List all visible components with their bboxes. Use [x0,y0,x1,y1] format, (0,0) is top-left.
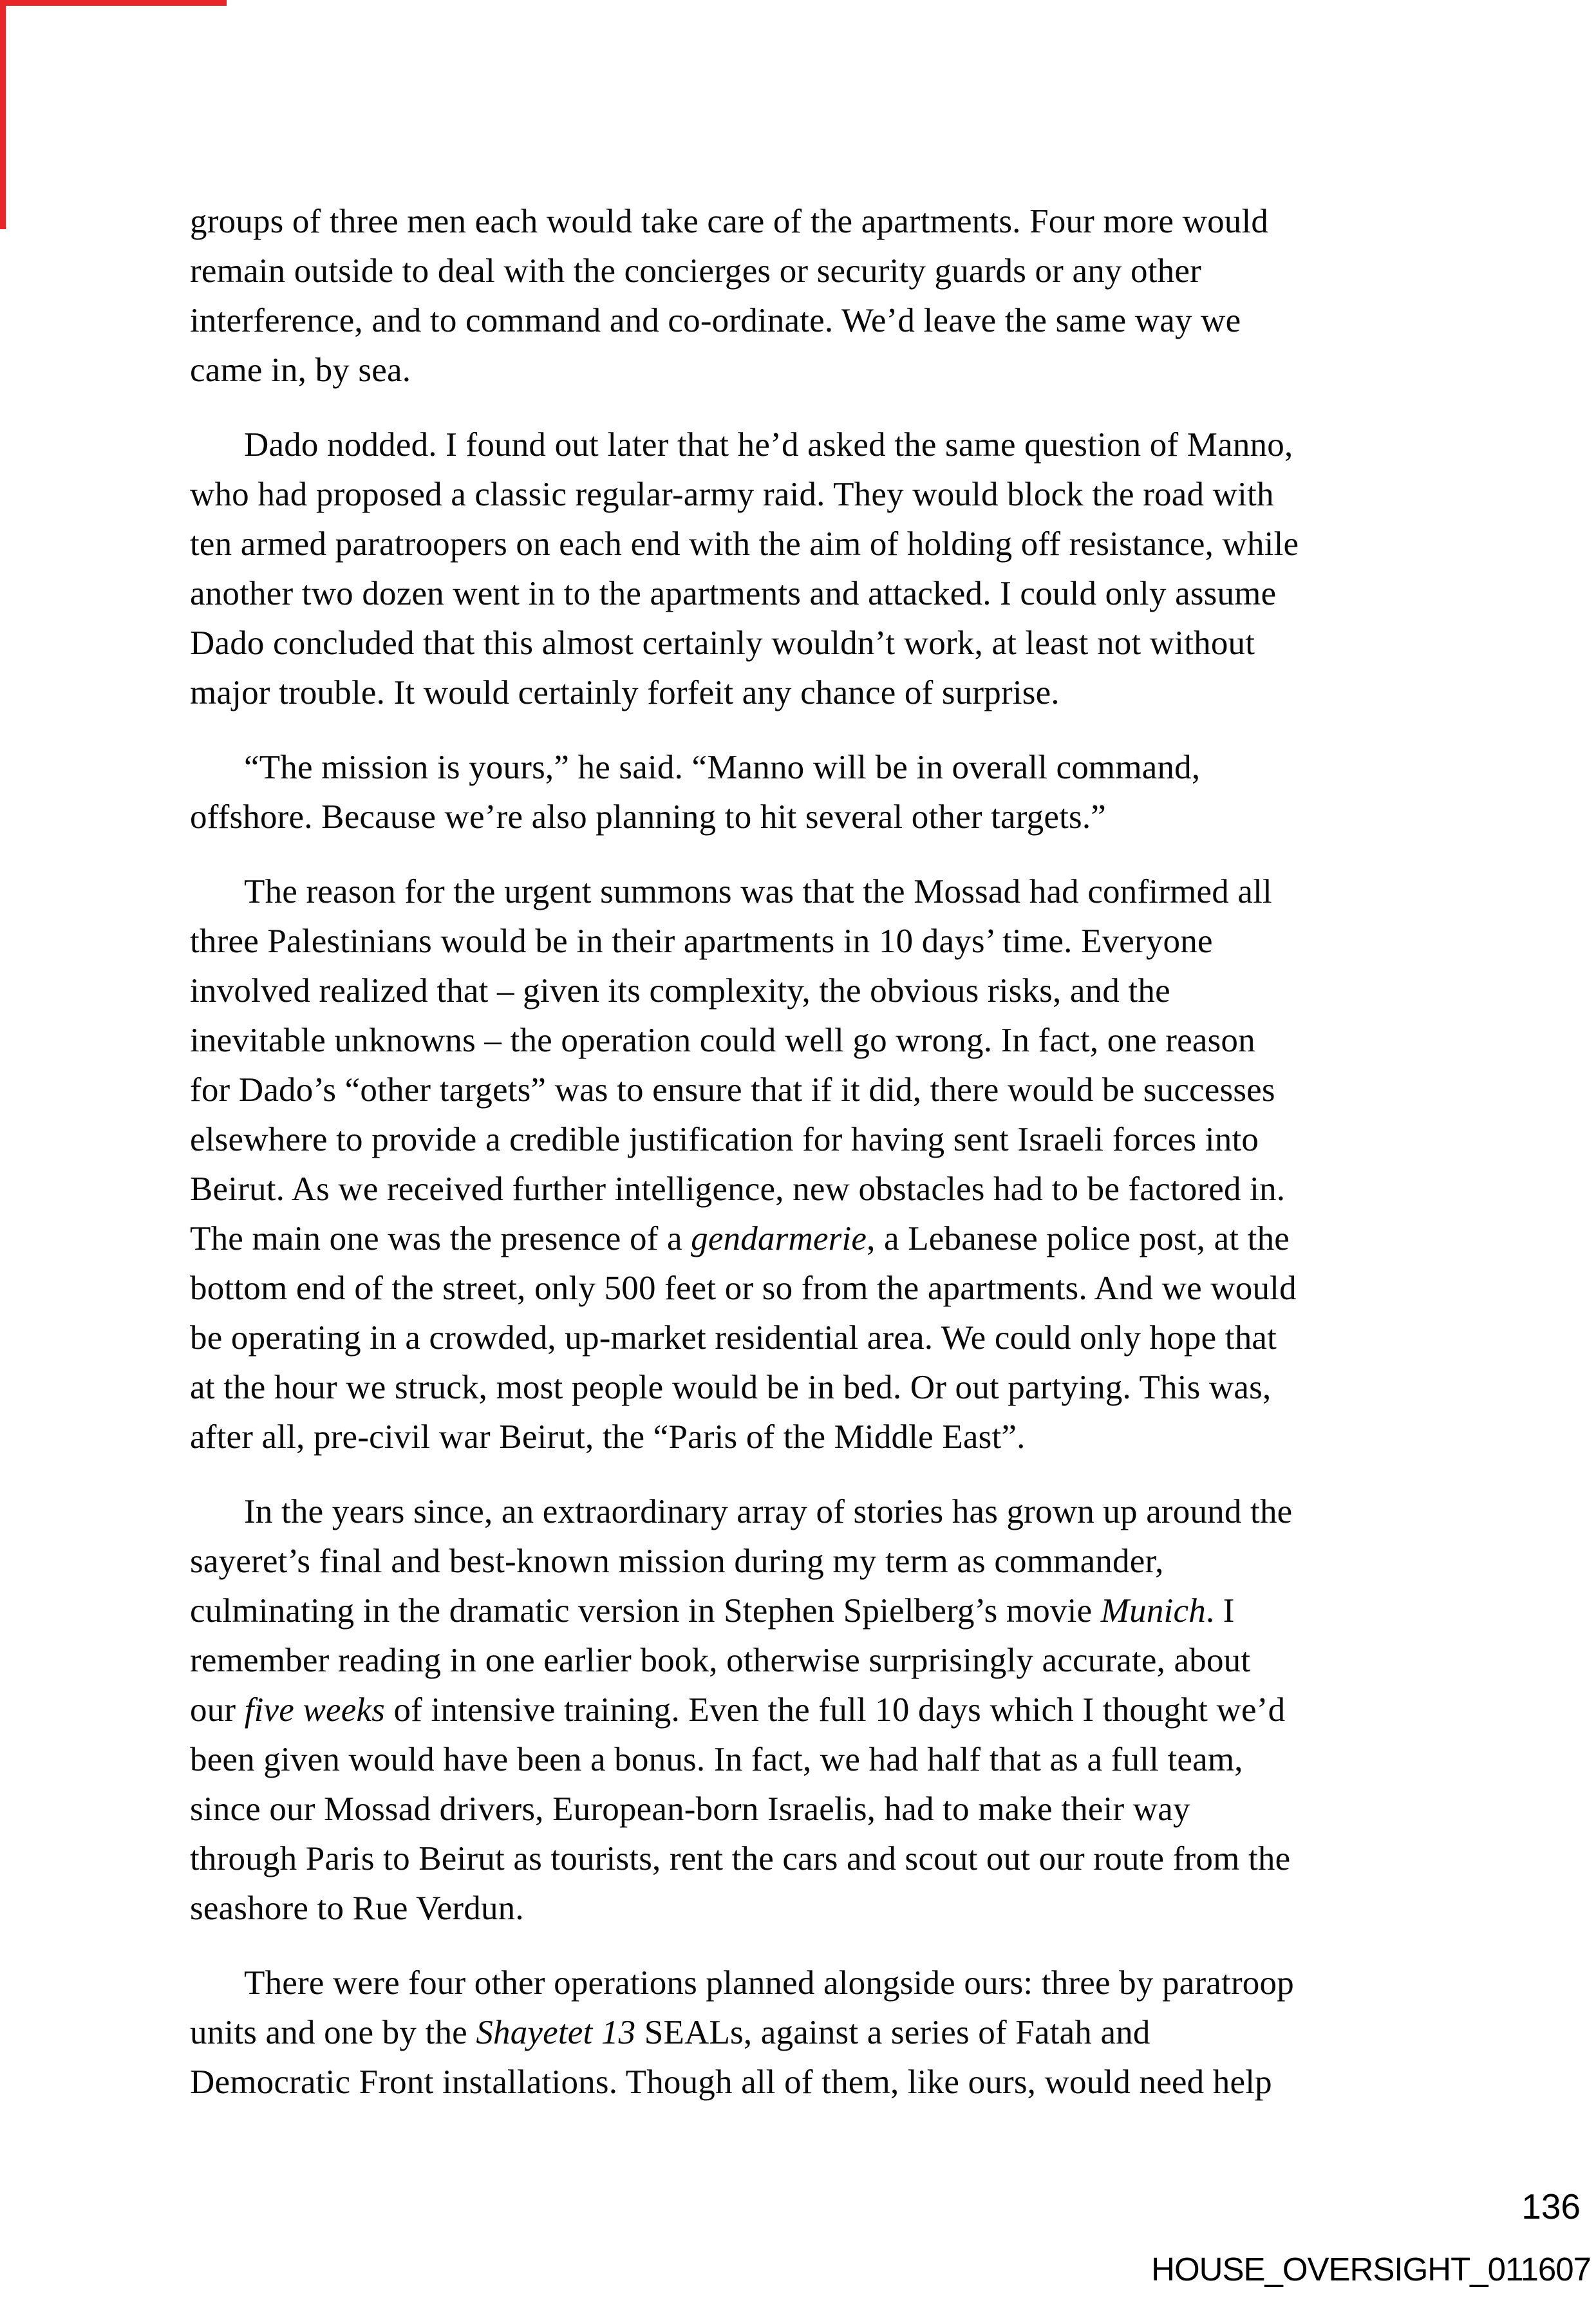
paragraph [190,743,1452,842]
scan-mark-left-icon [0,0,6,229]
text-line [190,346,1452,395]
paragraph [190,197,1452,395]
text-line [190,1363,1452,1413]
text-segment: culminating in the dramatic version in Stephen Spielberg’s movie [190,1592,1101,1630]
text-segment: interference, and to command and co-ordinate. We’d leave the same way we [190,302,1241,339]
text-segment: of intensive training. Even the full 10 days which I thought we’d [385,1691,1286,1729]
text-segment: Democratic Front installations. Though all of them, like ours, would need help [190,2063,1272,2101]
text-line [190,1959,1452,2008]
text-line [190,470,1452,520]
paragraph [190,1487,1452,1933]
text-line [190,1686,1452,1735]
text-segment: remain outside to deal with the concierges or security guards or any other [190,252,1201,290]
text-segment: bottom end of the street, only 500 feet or so from the apartments. And we would [190,1270,1297,1307]
text-segment: groups of three men each would take care of the apartments. Four more would [190,203,1269,240]
text-line [190,1066,1452,1115]
text-line [190,1636,1452,1686]
text-segment: for Dado’s “other targets” was to ensure that if it did, there would be successes [190,1071,1275,1109]
paragraph [190,420,1452,718]
text-line [190,1115,1452,1165]
text-line [190,1313,1452,1363]
text-line [190,1834,1452,1884]
text-segment: , a Lebanese police post, at the [867,1220,1290,1257]
text-segment: our [190,1691,245,1729]
text-line [190,1016,1452,1066]
text-segment: seashore to Rue Verdun. [190,1890,524,1927]
text-line [190,1413,1452,1462]
text-segment: In the years since, an extraordinary array of stories has grown up around the [244,1493,1293,1530]
text-segment: remember reading in one earlier book, otherwise surprisingly accurate, about [190,1642,1251,1679]
text-segment: since our Mossad drivers, European-born Israelis, had to make their way [190,1791,1190,1828]
text-segment: major trouble. It would certainly forfeit any chance of surprise. [190,674,1060,711]
paragraph [190,1959,1452,2107]
italic-text: Munich [1100,1592,1206,1630]
text-segment: another two dozen went in to the apartments and attacked. I could only assume [190,575,1277,612]
text-segment: elsewhere to provide a credible justification for having sent Israeli forces into [190,1121,1259,1158]
text-line [190,793,1452,842]
text-segment: after all, pre-civil war Beirut, the “Paris of the Middle East”. [190,1418,1026,1456]
text-segment: who had proposed a classic regular-army raid. They would block the road with [190,476,1274,513]
text-line [190,1785,1452,1834]
text-line [190,2058,1452,2107]
text-line [190,569,1452,619]
text-line [190,1537,1452,1586]
text-line [190,619,1452,668]
text-segment: . I [1205,1592,1235,1630]
text-segment: been given would have been a bonus. In fact, we had half that as a full team, [190,1741,1243,1778]
text-line [190,1884,1452,1933]
bates-stamp: HOUSE_OVERSIGHT_011607 [1151,2251,1591,2288]
text-segment: SEALs, against a series of Fatah and [635,2014,1150,2051]
page-text [190,197,1452,2132]
text-segment: came in, by sea. [190,352,411,389]
text-line [190,296,1452,346]
text-line [190,197,1452,247]
text-segment: through Paris to Beirut as tourists, rent the cars and scout out our route from the [190,1840,1291,1877]
text-line [190,2008,1452,2058]
italic-text: Shayetet 13 [476,2014,636,2051]
text-segment: The reason for the urgent summons was that the Mossad had confirmed all [244,873,1272,910]
text-line [190,1586,1452,1636]
text-segment: Beirut. As we received further intelligence, new obstacles had to be factored in. [190,1170,1286,1208]
text-segment: units and one by the [190,2014,476,2051]
text-line [190,966,1452,1016]
text-segment: offshore. Because we’re also planning to hit several other targets.” [190,798,1107,836]
text-segment: sayeret’s final and best-known mission during my term as commander, [190,1543,1164,1580]
text-segment: ten armed paratroopers on each end with the aim of holding off resistance, while [190,525,1299,563]
text-segment: be operating in a crowded, up-market residential area. We could only hope that [190,1319,1277,1357]
text-line [190,1165,1452,1214]
text-segment: Dado nodded. I found out later that he’d asked the same question of Manno, [244,426,1293,464]
text-segment: three Palestinians would be in their apartments in 10 days’ time. Everyone [190,923,1213,960]
text-segment: at the hour we struck, most people would be in bed. Or out partying. This was, [190,1369,1272,1406]
text-line [190,1214,1452,1264]
italic-text: gendarmerie [691,1220,867,1257]
text-segment: The main one was the presence of a [190,1220,691,1257]
text-line [190,1487,1452,1537]
text-segment: involved realized that – given its complexity, the obvious risks, and the [190,972,1170,1010]
text-line [190,420,1452,470]
text-segment: “The mission is yours,” he said. “Manno will be in overall command, [244,749,1201,786]
text-line [190,917,1452,966]
text-line [190,1264,1452,1313]
text-line [190,1735,1452,1785]
page-number: 136 [1521,2186,1581,2226]
text-segment: inevitable unknowns – the operation could well go wrong. In fact, one reason [190,1022,1255,1059]
text-line [190,520,1452,569]
text-line [190,867,1452,917]
scan-mark-top-icon [0,0,227,6]
text-line [190,743,1452,793]
text-segment: There were four other operations planned alongside ours: three by paratroop [244,1964,1294,2002]
text-segment: Dado concluded that this almost certainly wouldn’t work, at least not without [190,625,1255,662]
paragraph [190,867,1452,1462]
text-line [190,668,1452,718]
text-line [190,247,1452,296]
italic-text: five weeks [244,1691,385,1729]
